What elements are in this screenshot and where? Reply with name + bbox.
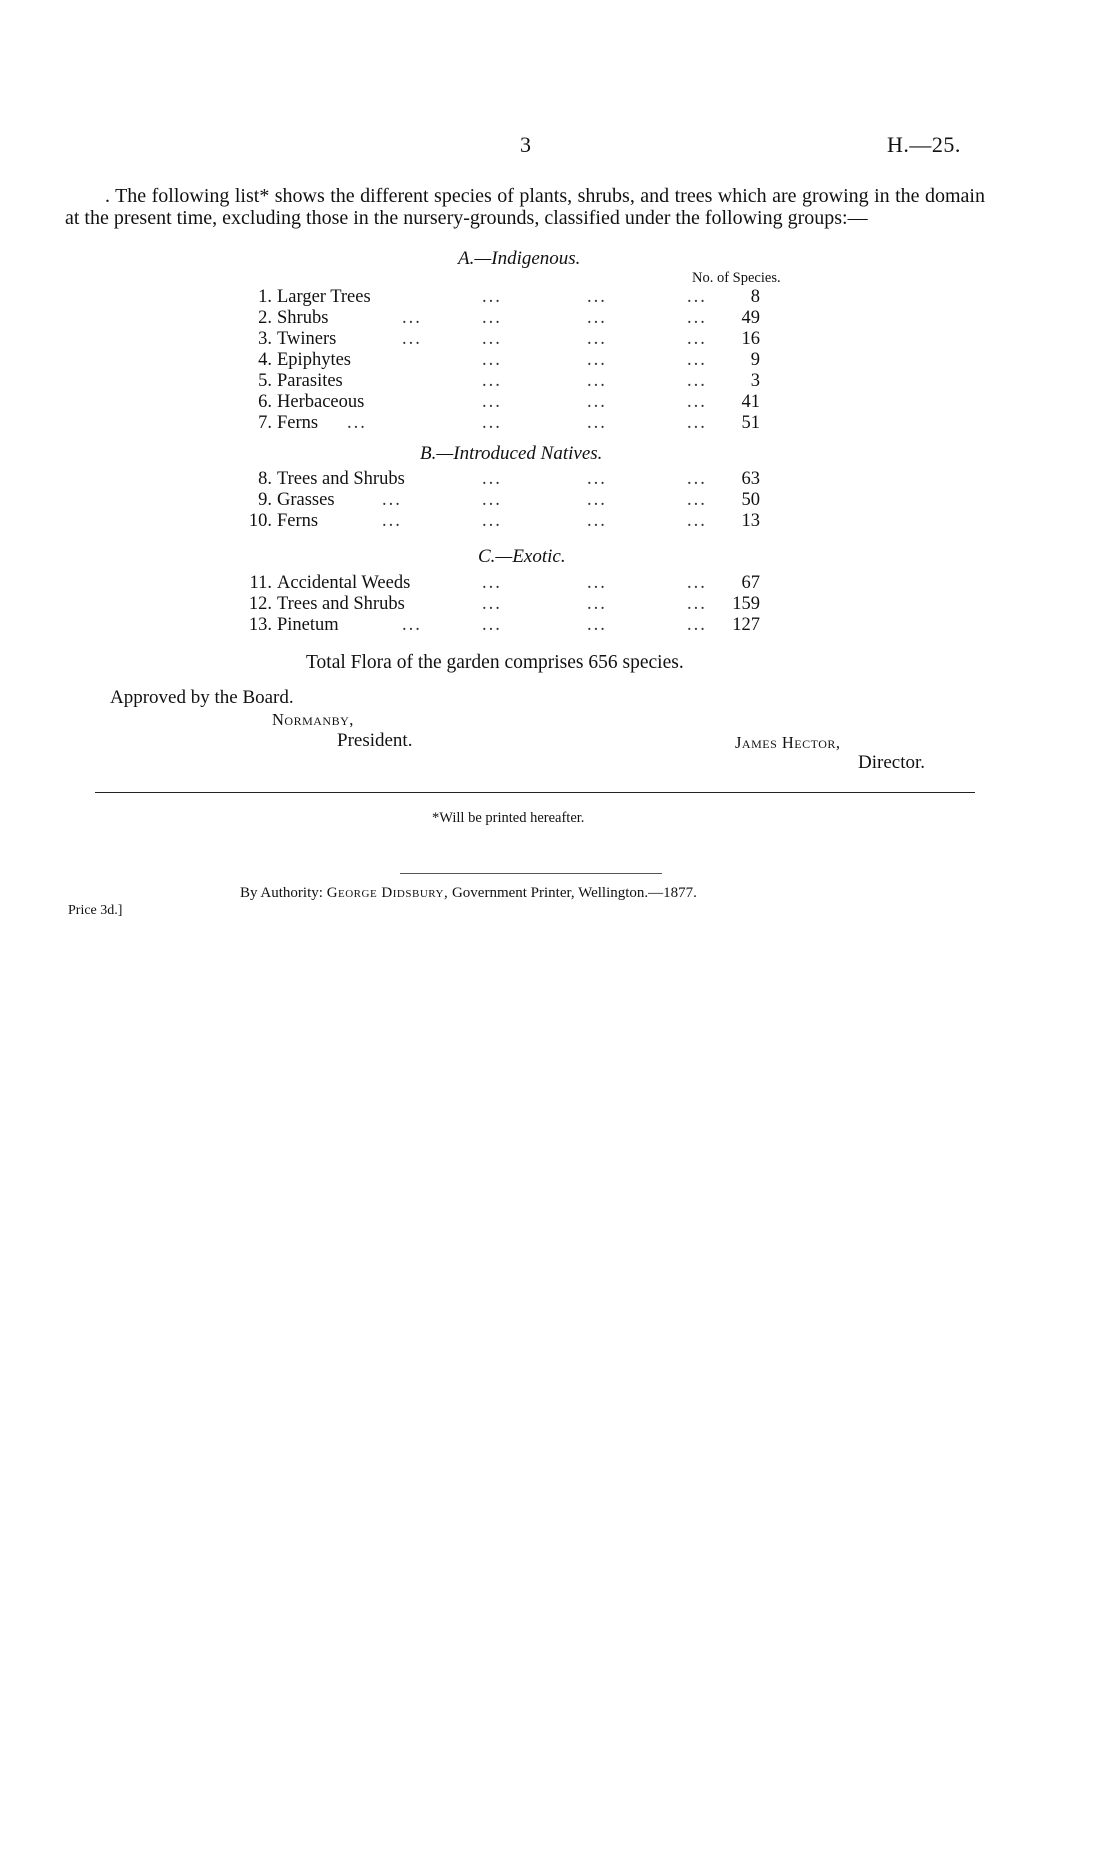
- row-value: 63: [741, 469, 760, 489]
- leader-dots: ...: [687, 287, 707, 307]
- leader-dots: ...: [482, 573, 502, 593]
- printer-imprint: [240, 885, 697, 902]
- row-number: 3.: [258, 329, 272, 349]
- leader-dots: ...: [402, 308, 422, 328]
- leader-dots: ...: [687, 511, 707, 531]
- leader-dots: ...: [482, 490, 502, 510]
- row-label: Trees and Shrubs: [277, 594, 405, 614]
- leader-dots: ...: [687, 594, 707, 614]
- row-label: Pinetum: [277, 615, 339, 635]
- row-number: 5.: [258, 371, 272, 391]
- leader-dots: ...: [687, 350, 707, 370]
- leader-dots: ...: [587, 392, 607, 412]
- row-number: 8.: [258, 469, 272, 489]
- leader-dots: ...: [482, 594, 502, 614]
- leader-dots: ...: [687, 308, 707, 328]
- document-reference: H.—25.: [887, 132, 961, 157]
- row-number: 6.: [258, 392, 272, 412]
- leader-dots: ...: [482, 350, 502, 370]
- leader-dots: ...: [402, 615, 422, 635]
- leader-dots: ...: [347, 413, 367, 433]
- leader-dots: ...: [482, 308, 502, 328]
- leader-dots: ...: [482, 413, 502, 433]
- leader-dots: ...: [382, 511, 402, 531]
- leader-dots: ...: [587, 573, 607, 593]
- leader-dots: ...: [687, 392, 707, 412]
- authority-suffix: Government Printer, Wellington.—1877.: [451, 885, 697, 901]
- row-value: 159: [732, 594, 760, 614]
- leader-dots: ...: [687, 469, 707, 489]
- approval-line: Approved by the Board.: [110, 687, 294, 708]
- leader-dots: ...: [687, 371, 707, 391]
- footnote: *Will be printed hereafter.: [432, 810, 585, 826]
- row-label: Herbaceous: [277, 392, 365, 412]
- row-value: 51: [741, 413, 760, 433]
- leader-dots: ...: [382, 490, 402, 510]
- price: Price 3d.]: [68, 903, 123, 918]
- signatory-president-title: President.: [337, 730, 413, 751]
- leader-dots: ...: [587, 413, 607, 433]
- leader-dots: ...: [587, 329, 607, 349]
- printer-name: George Didsbury,: [326, 885, 449, 901]
- leader-dots: ...: [587, 287, 607, 307]
- row-label: Ferns: [277, 413, 319, 433]
- row-number: 10.: [248, 511, 272, 531]
- row-number: 9.: [258, 490, 272, 510]
- column-header-species: No. of Species.: [692, 270, 781, 286]
- leader-dots: ...: [482, 371, 502, 391]
- leader-dots: ...: [687, 573, 707, 593]
- row-value: 9: [750, 350, 760, 370]
- row-label: Trees and Shrubs: [277, 469, 405, 489]
- leader-dots: ...: [482, 392, 502, 412]
- row-label: Accidental Weeds: [277, 573, 411, 593]
- row-value: 13: [741, 511, 760, 531]
- leader-dots: ...: [687, 490, 707, 510]
- row-label: Grasses: [277, 490, 335, 510]
- leader-dots: ...: [587, 615, 607, 635]
- leader-dots: ...: [587, 594, 607, 614]
- leader-dots: ...: [587, 490, 607, 510]
- row-value: 127: [732, 615, 760, 635]
- leader-dots: ...: [587, 511, 607, 531]
- leader-dots: ...: [587, 308, 607, 328]
- leader-dots: ...: [587, 469, 607, 489]
- row-number: 1.: [258, 287, 272, 307]
- leader-dots: ...: [687, 329, 707, 349]
- leader-dots: ...: [687, 413, 707, 433]
- leader-dots: ...: [482, 287, 502, 307]
- row-value: 16: [741, 329, 760, 349]
- leader-dots: ...: [587, 350, 607, 370]
- row-label: Shrubs: [277, 308, 329, 328]
- leader-dots: ...: [402, 329, 422, 349]
- row-number: 2.: [258, 308, 272, 328]
- group-heading-indigenous: A.—Indigenous.: [458, 248, 581, 269]
- leader-dots: ...: [482, 615, 502, 635]
- group-heading-exotic: C.—Exotic.: [478, 546, 566, 567]
- row-value: 67: [741, 573, 760, 593]
- signatory-president-name: Normanby,: [272, 710, 354, 729]
- intro-paragraph: . The following list* shows the different species of plants, shrubs, and trees which are growing in the domain at the present time, excluding those in the nursery-grounds, classified under the following groups:—: [65, 185, 985, 229]
- leader-dots: ...: [687, 615, 707, 635]
- row-value: 49: [741, 308, 760, 328]
- row-number: 7.: [258, 413, 272, 433]
- row-label: Twiners: [277, 329, 337, 349]
- row-number: 11.: [249, 573, 272, 593]
- row-number: 13.: [248, 615, 272, 635]
- page-number: 3: [520, 132, 531, 157]
- row-number: 12.: [248, 594, 272, 614]
- leader-dots: ...: [482, 469, 502, 489]
- row-value: 41: [741, 392, 760, 412]
- row-label: Parasites: [277, 371, 343, 391]
- short-divider: [400, 873, 662, 874]
- leader-dots: ...: [587, 371, 607, 391]
- authority-prefix: By Authority:: [240, 885, 323, 901]
- group-heading-introduced-natives: B.—Introduced Natives.: [420, 443, 603, 464]
- signatory-director-title: Director.: [858, 752, 926, 773]
- row-value: 50: [741, 490, 760, 510]
- row-value: 8: [750, 287, 760, 307]
- row-label: Larger Trees: [277, 287, 371, 307]
- row-label: Ferns: [277, 511, 319, 531]
- signatory-director-name: James Hector,: [735, 733, 841, 752]
- divider: [95, 792, 975, 793]
- leader-dots: ...: [482, 511, 502, 531]
- row-label: Epiphytes: [277, 350, 351, 370]
- leader-dots: ...: [482, 329, 502, 349]
- row-value: 3: [750, 371, 760, 391]
- row-number: 4.: [258, 350, 272, 370]
- total-flora: Total Flora of the garden comprises 656 species.: [306, 652, 684, 673]
